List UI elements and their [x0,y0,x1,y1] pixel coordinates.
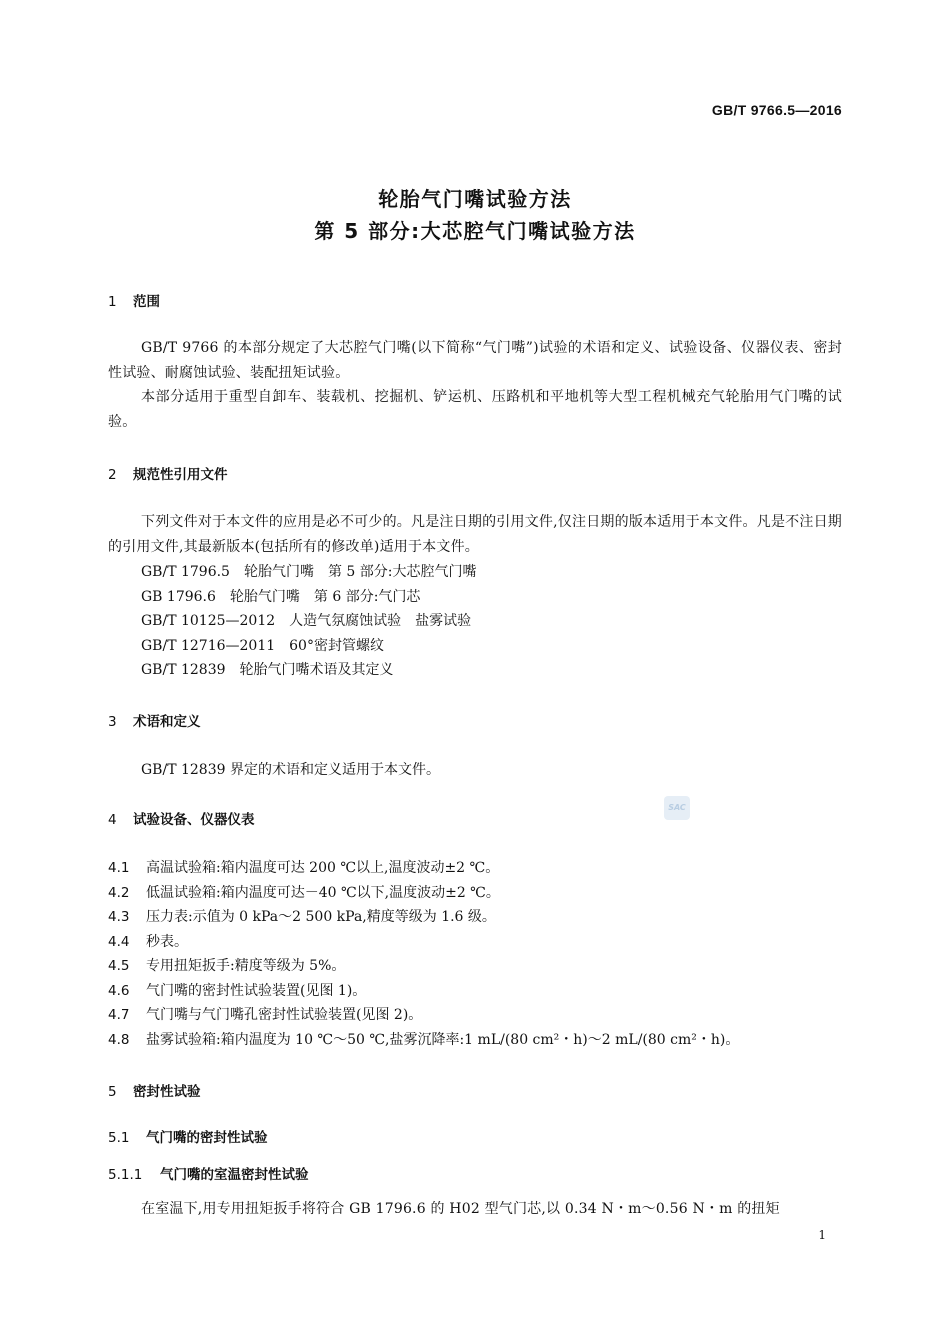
item-number: 4.6 [108,983,130,999]
section-number: 3 [108,714,117,730]
section-4-heading [108,808,255,828]
item-text: 气门嘴的密封性试验装置(见图 1)。 [146,983,367,999]
item-text: 专用扭矩扳手:精度等级为 5%。 [146,958,346,974]
subsection-number: 5.1 [108,1130,130,1146]
item-number: 4.7 [108,1007,130,1023]
section-number: 4 [108,812,117,828]
reference-item: GB 1796.6 轮胎气门嘴 第 6 部分:气门芯 [141,589,421,605]
item-number: 4.1 [108,860,130,876]
section-title: 试验设备、仪器仪表 [133,812,255,828]
subsection-number: 5.1.1 [108,1167,143,1183]
document-title: 轮胎气门嘴试验方法 [378,187,572,211]
sac-watermark-logo: SAC [664,796,690,820]
section-5-paragraph-1: 在室温下,用专用扭矩扳手将符合 GB 1796.6 的 H02 型气门芯,以 0.34 N・m～0.56 N・m 的扭矩 [141,1201,780,1217]
section-number: 2 [108,467,117,483]
section-5-heading [108,1080,201,1100]
section-1-heading [108,290,160,310]
subsection-title: 气门嘴的室温密封性试验 [160,1167,309,1183]
section-number: 1 [108,294,117,310]
section-2-heading [108,463,228,483]
equipment-item [108,1029,739,1049]
reference-item: GB/T 10125—2012 人造气氛腐蚀试验 盐雾试验 [141,613,472,629]
equipment-item [108,955,345,975]
item-text: 低温试验箱:箱内温度可达－40 ℃以下,温度波动±2 ℃。 [146,885,500,901]
equipment-item [108,857,499,877]
equipment-item [108,906,496,926]
item-number: 4.3 [108,909,130,925]
section-1-paragraph-1: GB/T 9766 的本部分规定了大芯腔气门嘴(以下简称“气门嘴”)试验的术语和定义、试验设备、仪器仪表、密封性试验、耐腐蚀试验、装配扭矩试验。 [108,340,842,381]
document-subtitle: 第 5 部分:大芯腔气门嘴试验方法 [314,219,636,243]
reference-item: GB/T 12716—2011 60°密封管螺纹 [141,638,384,654]
item-text: 秒表。 [146,934,188,950]
item-number: 4.5 [108,958,130,974]
item-number: 4.8 [108,1032,130,1048]
item-text: 高温试验箱:箱内温度可达 200 ℃以上,温度波动±2 ℃。 [146,860,500,876]
equipment-item [108,882,500,902]
section-3-heading [108,710,201,730]
section-title: 密封性试验 [133,1084,201,1100]
subsection-5-1-heading [108,1126,268,1146]
section-number: 5 [108,1084,117,1100]
section-title: 范围 [133,294,160,310]
item-number: 4.4 [108,934,130,950]
equipment-item [108,980,366,1000]
subsection-title: 气门嘴的密封性试验 [146,1130,268,1146]
section-title: 术语和定义 [133,714,201,730]
subsection-5-1-1-heading [108,1163,309,1183]
page-number: 1 [818,1228,826,1242]
section-1-paragraph-2: 本部分适用于重型自卸车、装载机、挖掘机、铲运机、压路机和平地机等大型工程机械充气轮胎用气门嘴的试验。 [108,389,842,430]
section-2-paragraph-1: 下列文件对于本文件的应用是必不可少的。凡是注日期的引用文件,仅注日期的版本适用于本文件。凡是不注日期的引用文件,其最新版本(包括所有的修改单)适用于本文件。 [108,514,842,555]
section-title: 规范性引用文件 [133,467,228,483]
item-text: 压力表:示值为 0 kPa～2 500 kPa,精度等级为 1.6 级。 [146,909,496,925]
equipment-item [108,931,188,951]
item-text: 气门嘴与气门嘴孔密封性试验装置(见图 2)。 [146,1007,423,1023]
item-number: 4.2 [108,885,130,901]
section-3-paragraph-1: GB/T 12839 界定的术语和定义适用于本文件。 [141,762,440,778]
reference-item: GB/T 1796.5 轮胎气门嘴 第 5 部分:大芯腔气门嘴 [141,564,477,580]
standard-code: GB/T 9766.5—2016 [711,102,842,118]
equipment-item [108,1004,422,1024]
item-text: 盐雾试验箱:箱内温度为 10 ℃～50 ℃,盐雾沉降率:1 mL/(80 cm²・h)～2 mL/(80 cm²・h)。 [146,1032,740,1048]
reference-item: GB/T 12839 轮胎气门嘴术语及其定义 [141,662,394,678]
